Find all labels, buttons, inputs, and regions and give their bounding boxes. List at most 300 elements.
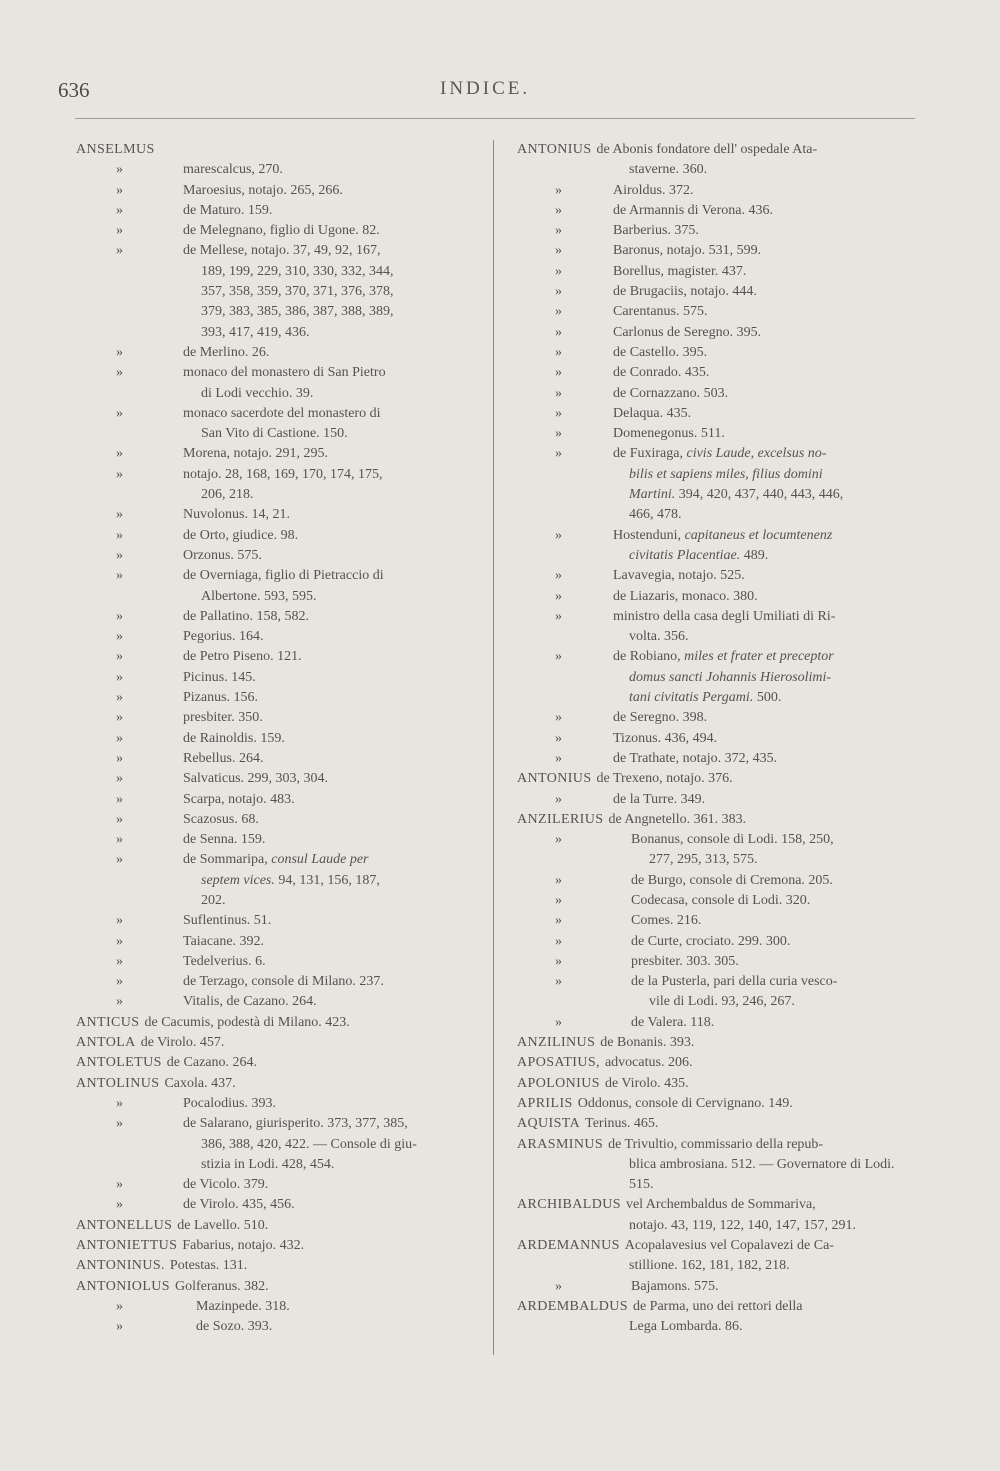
index-entry-line: [76, 201, 476, 221]
ditto-mark: »: [555, 527, 562, 543]
index-entry-line: [517, 850, 917, 870]
index-entry-line: [517, 1216, 917, 1236]
index-entry-line: [76, 871, 476, 891]
ditto-mark: »: [116, 446, 123, 462]
entry-text-plain: Albertone. 593, 595.: [201, 588, 317, 604]
entry-text-plain: de Fuxiraga,: [613, 446, 683, 462]
ditto-mark: »: [555, 974, 562, 990]
entry-text: [183, 505, 290, 525]
entry-text: de Cacumis, podestà di Milano. 423.: [144, 1014, 350, 1030]
ditto-mark: »: [555, 263, 562, 279]
index-entry-line: [517, 1135, 917, 1155]
entry-text-plain: de Curte, crociato. 299. 300.: [631, 933, 791, 949]
entry-text: [631, 891, 810, 911]
entry-text-plain: Lavavegia, notajo. 525.: [613, 568, 745, 584]
entry-text-plain: 386, 388, 420, 422. — Console di giu-: [201, 1136, 417, 1152]
entry-text: [613, 302, 707, 322]
ditto-mark: »: [555, 324, 562, 340]
index-entry-line: [76, 1053, 476, 1073]
entry-text: [613, 323, 761, 343]
entry-text: [631, 871, 833, 891]
entry-headword: APRILIS: [517, 1095, 573, 1111]
entry-text: [613, 282, 757, 302]
index-entry-line: [76, 1074, 476, 1094]
index-entry-line: [76, 323, 476, 343]
index-entry-line: [517, 587, 917, 607]
index-entry-line: [517, 1053, 917, 1073]
entry-text: [183, 465, 383, 485]
entry-headword: ARDEMANNUS: [517, 1238, 620, 1254]
entry-headword: ANTONIOLUS: [76, 1278, 170, 1294]
index-entry-line: [517, 871, 917, 891]
ditto-mark: »: [555, 791, 562, 807]
entry-text: [613, 343, 707, 363]
entry-text-plain: Vitalis, de Cazano. 264.: [183, 994, 317, 1010]
entry-text: [183, 526, 298, 546]
entry-headword: AQUISTA: [517, 1116, 581, 1132]
ditto-mark: »: [555, 1014, 562, 1030]
index-entry-line: [517, 444, 917, 464]
entry-text-plain: de Salarano, giurisperito. 373, 377, 385,: [183, 1116, 408, 1132]
entry-text: [183, 607, 309, 627]
ditto-mark: »: [116, 568, 123, 584]
ditto-mark: »: [116, 1116, 123, 1132]
entry-text-plain: Delaqua. 435.: [613, 405, 692, 421]
entry-text: de Virolo. 435.: [604, 1075, 689, 1091]
entry-text-plain: de Sozo. 393.: [196, 1319, 273, 1335]
entry-text-italic: Martini.: [629, 487, 676, 503]
entry-continuation: [201, 871, 380, 891]
ditto-mark: »: [116, 730, 123, 746]
entry-text-italic: bilis et sapiens miles, filius domini: [629, 466, 823, 482]
entry-continuation: [201, 323, 310, 343]
entry-text-plain: 189, 199, 229, 310, 330, 332, 344,: [201, 263, 394, 279]
entry-text-plain: Tizonus. 436, 494.: [613, 730, 718, 746]
entry-text-plain: Borellus, magister. 437.: [613, 263, 747, 279]
index-entry-line: [517, 932, 917, 952]
index-entry-line: [76, 850, 476, 870]
ditto-mark: »: [555, 405, 562, 421]
index-entry-line: [76, 1195, 476, 1215]
entry-text: [183, 241, 381, 261]
entry-text: [183, 1114, 408, 1134]
index-entry-line: [517, 830, 917, 850]
index-entry-line: [517, 1175, 917, 1195]
index-entry-line: [517, 302, 917, 322]
ditto-mark: »: [116, 649, 123, 665]
ditto-mark: »: [116, 913, 123, 929]
entry-headword: APOLONIUS: [517, 1075, 600, 1091]
index-entry-line: [76, 140, 476, 160]
ditto-mark: »: [116, 162, 123, 178]
entry-text-plain: Orzonus. 575.: [183, 547, 262, 563]
entry-text-plain: 393, 417, 419, 436.: [201, 324, 310, 340]
entry-text-plain: de Trathate, notajo. 372, 435.: [613, 750, 778, 766]
entry-headword: ANTONIETTUS: [76, 1238, 178, 1254]
entry-continuation: [629, 1216, 856, 1236]
entry-text: vel Archembaldus de Sommariva,: [625, 1197, 816, 1213]
ditto-mark: »: [555, 933, 562, 949]
index-entry-line: [517, 485, 917, 505]
index-entry-line: [76, 241, 476, 261]
entry-text-plain: de Rainoldis. 159.: [183, 730, 285, 746]
entry-text-plain: blica ambrosiana. 512. — Governatore di Lodi.: [629, 1156, 895, 1172]
entry-text: [631, 932, 790, 952]
entry-continuation: [629, 627, 689, 647]
entry-continuation: [201, 1135, 417, 1155]
index-entry-line: [76, 627, 476, 647]
entry-continuation: [629, 160, 707, 180]
entry-text-plain: de Pallatino. 158, 582.: [183, 608, 309, 624]
entry-continuation: [201, 282, 394, 302]
entry-headword: ANTOLETUS: [76, 1055, 162, 1071]
entry-text-plain: de Mellese, notajo. 37, 49, 92, 167,: [183, 243, 381, 259]
ditto-mark: »: [116, 791, 123, 807]
entry-text: [183, 952, 266, 972]
entry-headword: ARCHIBALDUS: [517, 1197, 621, 1213]
index-entry-line: [517, 1155, 917, 1175]
entry-text: [613, 607, 835, 627]
index-entry-line: [76, 1114, 476, 1134]
ditto-mark: »: [116, 974, 123, 990]
entry-text-plain: de Senna. 159.: [183, 832, 266, 848]
entry-text-plain: notajo. 28, 168, 169, 170, 174, 175,: [183, 466, 383, 482]
entry-text: [183, 627, 264, 647]
entry-text-plain: de Terzago, console di Milano. 237.: [183, 974, 384, 990]
entry-text: [183, 830, 265, 850]
entry-continuation: [201, 384, 313, 404]
entry-text: [183, 992, 317, 1012]
index-entry-line: [517, 1094, 917, 1114]
ditto-mark: »: [116, 690, 123, 706]
entry-text: [183, 160, 283, 180]
entry-text-plain: Rebellus. 264.: [183, 750, 264, 766]
index-entry-line: [517, 708, 917, 728]
index-entry-line: [517, 749, 917, 769]
index-entry-line: [76, 668, 476, 688]
ditto-mark: »: [555, 202, 562, 218]
index-entry-line: [76, 769, 476, 789]
entry-text-plain: de Petro Piseno. 121.: [183, 649, 302, 665]
entry-text: [183, 668, 256, 688]
index-entry-line: [517, 911, 917, 931]
index-entry-line: [517, 668, 917, 688]
index-entry-line: [517, 1013, 917, 1033]
entry-headword: ANZILINUS: [517, 1035, 596, 1051]
entry-text: [613, 221, 699, 241]
index-entry-line: [76, 221, 476, 241]
index-entry-line: [76, 972, 476, 992]
index-entry-line: [517, 323, 917, 343]
entry-headword: ANTONIUS: [517, 142, 592, 157]
entry-text-plain: Pegorius. 164.: [183, 629, 264, 645]
entry-text: [613, 566, 745, 586]
index-entry-line: [517, 1297, 917, 1317]
ditto-mark: »: [555, 750, 562, 766]
entry-text: de Parma, uno dei rettori della: [632, 1298, 803, 1314]
ditto-mark: »: [116, 344, 123, 360]
index-entry-line: [517, 262, 917, 282]
page-number: 636: [58, 78, 90, 102]
entry-continuation: [201, 424, 348, 444]
index-entry-line: [76, 992, 476, 1012]
entry-text-plain: de Castello. 395.: [613, 344, 708, 360]
entry-text: [183, 181, 343, 201]
ditto-mark: »: [116, 933, 123, 949]
entry-text-plain: Baronus, notajo. 531, 599.: [613, 243, 762, 259]
index-entry-line: [517, 505, 917, 525]
entry-text: [183, 221, 380, 241]
index-entry-line: [76, 688, 476, 708]
entry-text-italic: capitaneus et locumtenenz: [684, 527, 833, 543]
entry-text-plain: 379, 383, 385, 386, 387, 388, 389,: [201, 304, 394, 320]
entry-text-plain: 515.: [629, 1177, 654, 1193]
index-entry-line: [76, 160, 476, 180]
index-entry-line: [76, 485, 476, 505]
entry-text-plain: de Merlino. 26.: [183, 344, 270, 360]
entry-text: Golferanus. 382.: [174, 1278, 269, 1294]
entry-text-plain: Taiacane. 392.: [183, 933, 265, 949]
entry-text: [631, 911, 701, 931]
index-entry-line: [517, 972, 917, 992]
index-entry-line: [76, 1297, 476, 1317]
ditto-mark: »: [116, 202, 123, 218]
entry-text: de Cazano. 264.: [166, 1055, 257, 1071]
index-entry-line: [517, 1256, 917, 1276]
index-entry-line: [517, 1033, 917, 1053]
entry-text-plain: Picinus. 145.: [183, 669, 256, 685]
index-entry-line: [76, 911, 476, 931]
entry-text: [613, 444, 826, 464]
entry-text: [183, 1094, 276, 1114]
entry-text-plain: di Lodi vecchio. 39.: [201, 385, 314, 401]
ditto-mark: »: [116, 608, 123, 624]
index-entry-line: [517, 181, 917, 201]
entry-text: [183, 201, 272, 221]
index-entry-line: [517, 546, 917, 566]
index-entry-line: [517, 810, 917, 830]
index-entry-line: [517, 769, 917, 789]
entry-text-plain: Suflentinus. 51.: [183, 913, 272, 929]
index-entry-line: [76, 465, 476, 485]
entry-continuation: [629, 1317, 743, 1337]
index-entry-line: [517, 1114, 917, 1134]
ditto-mark: »: [116, 527, 123, 543]
entry-text: de Bonanis. 393.: [600, 1035, 695, 1051]
ditto-mark: »: [555, 182, 562, 198]
entry-text-plain: Airoldus. 372.: [613, 182, 694, 198]
column-divider: [493, 140, 494, 1355]
entry-continuation: [629, 465, 823, 485]
entry-text-plain: 500.: [756, 690, 782, 706]
index-entry-line: [76, 810, 476, 830]
left-column: [76, 140, 476, 1338]
entry-text-plain: de Burgo, console di Cremona. 205.: [631, 872, 833, 888]
entry-text: [613, 526, 832, 546]
ditto-mark: »: [116, 547, 123, 563]
entry-text-plain: presbiter. 350.: [183, 710, 263, 726]
entry-text: de Angnetello. 361. 383.: [608, 811, 747, 827]
entry-text: [613, 384, 728, 404]
index-entry-line: [76, 891, 476, 911]
entry-text-plain: Comes. 216.: [631, 913, 702, 929]
index-entry-line: [517, 363, 917, 383]
entry-text-plain: de Virolo. 435, 456.: [183, 1197, 295, 1213]
index-entry-line: [517, 627, 917, 647]
index-entry-line: [517, 647, 917, 667]
entry-text-plain: Pocalodius. 393.: [183, 1095, 276, 1111]
entry-text: [183, 1175, 268, 1195]
index-entry-line: [76, 790, 476, 810]
index-entry-line: [517, 221, 917, 241]
entry-text-italic: civitatis Placentiae.: [629, 547, 741, 563]
ditto-mark: »: [555, 872, 562, 888]
ditto-mark: »: [555, 344, 562, 360]
entry-text: [631, 830, 834, 850]
entry-text-plain: 277, 295, 313, 575.: [649, 852, 758, 868]
ditto-mark: »: [116, 243, 123, 259]
entry-text: [613, 262, 746, 282]
index-entry-line: [76, 587, 476, 607]
index-entry-line: [76, 302, 476, 322]
entry-text: [613, 729, 717, 749]
index-entry-line: [76, 282, 476, 302]
entry-text-italic: domus sancti Johannis Hierosolimi-: [629, 669, 832, 685]
entry-text: [183, 932, 264, 952]
index-entry-line: [517, 343, 917, 363]
entry-text-plain: notajo. 43, 119, 122, 140, 147, 157, 291.: [629, 1217, 856, 1233]
entry-text: de Abonis fondatore dell' ospedale Ata-: [596, 142, 818, 157]
entry-text-italic: septem vices.: [201, 872, 275, 888]
index-entry-line: [76, 363, 476, 383]
entry-text: [183, 1195, 295, 1215]
entry-continuation: [629, 668, 831, 688]
ditto-mark: »: [555, 649, 562, 665]
entry-text-plain: Codecasa, console di Lodi. 320.: [631, 892, 811, 908]
entry-text: [613, 201, 773, 221]
entry-text: [183, 688, 258, 708]
index-entry-line: [76, 647, 476, 667]
ditto-mark: »: [555, 243, 562, 259]
index-entry-line: [76, 1317, 476, 1337]
entry-text-italic: consul Laude per: [271, 852, 369, 868]
index-entry-line: [76, 1236, 476, 1256]
ditto-mark: »: [116, 466, 123, 482]
entry-text-plain: de Valera. 118.: [631, 1014, 715, 1030]
entry-text: [183, 790, 295, 810]
entry-text-italic: miles et frater et preceptor: [684, 649, 834, 665]
ditto-mark: »: [116, 507, 123, 523]
entry-text: [183, 810, 259, 830]
entry-text-plain: marescalcus, 270.: [183, 162, 283, 178]
entry-headword: ANTOLINUS: [76, 1075, 160, 1091]
entry-text-plain: de la Pusterla, pari della curia vesco-: [631, 974, 838, 990]
ditto-mark: »: [116, 750, 123, 766]
entry-text-plain: Morena, notajo. 291, 295.: [183, 446, 329, 462]
entry-headword: ANTICUS: [76, 1014, 140, 1030]
index-entry-line: [76, 1033, 476, 1053]
ditto-mark: »: [555, 1278, 562, 1294]
index-entry-line: [517, 566, 917, 586]
entry-text: [183, 363, 386, 383]
entry-text-plain: San Vito di Castione. 150.: [201, 426, 348, 442]
entry-continuation: [629, 546, 768, 566]
entry-text-plain: vile di Lodi. 93, 246, 267.: [649, 994, 795, 1010]
index-entry-line: [76, 1155, 476, 1175]
entry-text-plain: de Conrado. 435.: [613, 365, 710, 381]
ditto-mark: »: [116, 223, 123, 239]
entry-text: [613, 587, 758, 607]
ditto-mark: »: [555, 588, 562, 604]
index-entry-line: [517, 1074, 917, 1094]
entry-text: de Virolo. 457.: [140, 1035, 225, 1051]
entry-text: Oddonus, console di Cervignano. 149.: [577, 1095, 793, 1111]
entry-continuation: [629, 1175, 654, 1195]
entry-text-plain: 489.: [743, 547, 769, 563]
index-entry-line: [517, 992, 917, 1012]
entry-text: [183, 749, 264, 769]
entry-text-plain: Scarpa, notajo. 483.: [183, 791, 295, 807]
entry-text: [613, 647, 834, 667]
entry-continuation: [201, 587, 316, 607]
index-entry-line: [76, 830, 476, 850]
header-rule: [75, 118, 915, 119]
entry-headword: ANTONINUS.: [76, 1258, 165, 1274]
entry-continuation: [201, 485, 254, 505]
entry-text: [183, 404, 380, 424]
index-entry-line: [76, 526, 476, 546]
entry-text: [631, 1277, 719, 1297]
entry-text-plain: de Seregno. 398.: [613, 710, 708, 726]
index-entry-line: [517, 241, 917, 261]
index-entry-line: [76, 749, 476, 769]
index-entry-line: [517, 384, 917, 404]
ditto-mark: »: [555, 913, 562, 929]
entry-text-plain: Bonanus, console di Lodi. 158, 250,: [631, 832, 834, 848]
entry-text: [183, 769, 328, 789]
ditto-mark: »: [116, 405, 123, 421]
entry-text-plain: 394, 420, 437, 440, 443, 446,: [678, 487, 844, 503]
entry-text-plain: monaco del monastero di San Pietro: [183, 365, 386, 381]
ditto-mark: »: [555, 365, 562, 381]
entry-text: [183, 708, 263, 728]
entry-text-plain: ministro della casa degli Umiliati di Ri-: [613, 608, 836, 624]
ditto-mark: »: [555, 304, 562, 320]
ditto-mark: »: [555, 953, 562, 969]
entry-text: Fabarius, notajo. 432.: [182, 1238, 305, 1254]
entry-headword: ARASMINUS: [517, 1136, 604, 1152]
index-entry-line: [76, 384, 476, 404]
entry-text-plain: Maroesius, notajo. 265, 266.: [183, 182, 343, 198]
index-entry-line: [76, 424, 476, 444]
index-entry-line: [76, 1135, 476, 1155]
entry-text-plain: 94, 131, 156, 187,: [278, 872, 380, 888]
index-entry-line: [76, 729, 476, 749]
entry-text: [613, 241, 761, 261]
entry-text: [183, 729, 285, 749]
index-entry-line: [517, 790, 917, 810]
index-entry-line: [76, 404, 476, 424]
entry-text: [613, 181, 694, 201]
ditto-mark: »: [116, 629, 123, 645]
entry-text-plain: Carentanus. 575.: [613, 304, 708, 320]
index-entry-line: [517, 1236, 917, 1256]
entry-headword: ANZILERIUS: [517, 811, 604, 827]
ditto-mark: »: [555, 284, 562, 300]
index-entry-line: [517, 526, 917, 546]
ditto-mark: »: [555, 710, 562, 726]
index-entry-line: [76, 932, 476, 952]
